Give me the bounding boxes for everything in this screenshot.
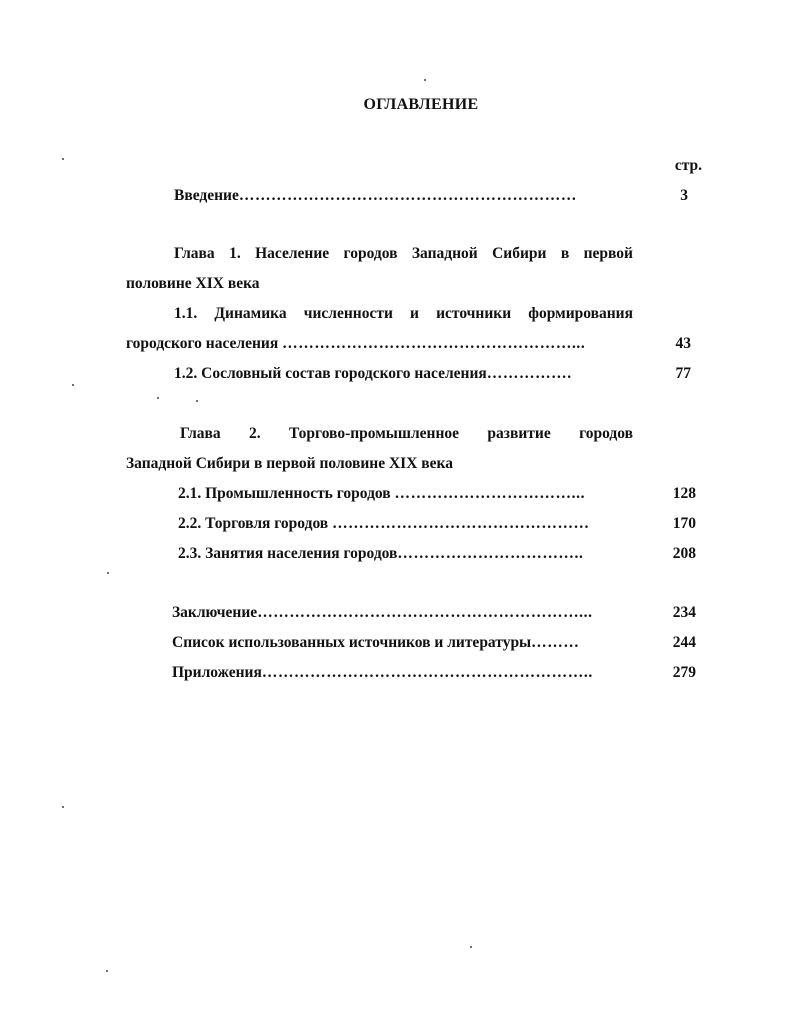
chapter-2-title-line-2: Западной Сибири в первой половине XIX века: [126, 455, 453, 472]
scan-speck: [107, 572, 109, 574]
toc-leader-dots: …………….: [486, 365, 572, 382]
toc-leader-dots: ……………………………..: [397, 545, 584, 562]
toc-entry-section-1-1: [126, 334, 585, 354]
toc-entry-label: 2.3. Занятия населения городов: [178, 545, 398, 562]
chapter-1-title-line-1: Глава 1. Население городов Западной Сибири в первой: [174, 245, 633, 262]
scan-speck: [62, 806, 64, 808]
toc-entry-section-2-3: [178, 544, 583, 564]
toc-leader-dots: ………………………………………………………: [238, 187, 577, 204]
scan-speck: [196, 400, 198, 402]
scan-speck: [424, 79, 426, 81]
scan-speck: [157, 397, 159, 399]
toc-leader-dots: ………: [531, 634, 580, 651]
toc-page-number: 170: [672, 515, 696, 532]
toc-entry-label: Список использованных источников и литературы: [172, 634, 532, 651]
toc-leader-dots: ……………………………………………………...: [257, 604, 593, 621]
toc-entry-section-2-1: [178, 484, 585, 504]
toc-entry-section-2-2: [178, 514, 590, 534]
page-title: ОГЛАВЛЕНИЕ: [363, 96, 479, 113]
toc-entry-label: 2.2. Торговля городов: [178, 515, 329, 532]
page-column-header: стр.: [674, 157, 702, 174]
toc-page-number: 279: [672, 664, 696, 681]
toc-page-number: 128: [672, 485, 696, 502]
toc-entry-label: Заключение: [172, 604, 258, 621]
section-1-1-title-line-1: 1.1. Динамика численности и источники формирования: [174, 305, 633, 322]
toc-page-number: 77: [675, 365, 691, 382]
toc-page-number: 234: [672, 604, 696, 621]
toc-leader-dots: ……………………………………………………..: [261, 664, 593, 681]
toc-entry-intro: [174, 186, 577, 206]
toc-leader-dots: ………………………………………………...: [282, 335, 586, 352]
toc-leader-dots: …………………………………………: [332, 515, 590, 532]
toc-entry-sources: [172, 633, 579, 653]
toc-entry-label: городского населения: [126, 335, 279, 352]
chapter-1-title-line-2: половине XIX века: [126, 275, 260, 292]
toc-entry-label: Введение: [174, 187, 239, 204]
toc-entry-appendix: [172, 663, 593, 683]
toc-leader-dots: ……………………………...: [394, 485, 586, 502]
toc-entry-conclusion: [172, 603, 593, 623]
scan-speck: [106, 970, 108, 972]
scan-speck: [62, 158, 64, 160]
toc-page-number: 244: [672, 634, 696, 651]
toc-entry-label: 1.2. Сословный состав городского населения: [174, 365, 487, 382]
chapter-2-title-line-1: Глава 2. Торгово-промышленное развитие городов: [180, 425, 633, 442]
toc-entry-label: Приложения: [172, 664, 262, 681]
toc-page-number: 3: [680, 187, 688, 204]
scan-speck: [470, 946, 472, 948]
toc-entry-label: 2.1. Промышленность городов: [178, 485, 391, 502]
toc-entry-section-1-2: [174, 364, 572, 384]
scan-speck: [72, 384, 74, 386]
toc-page-number: 43: [675, 335, 691, 352]
toc-page-number: 208: [672, 545, 696, 562]
